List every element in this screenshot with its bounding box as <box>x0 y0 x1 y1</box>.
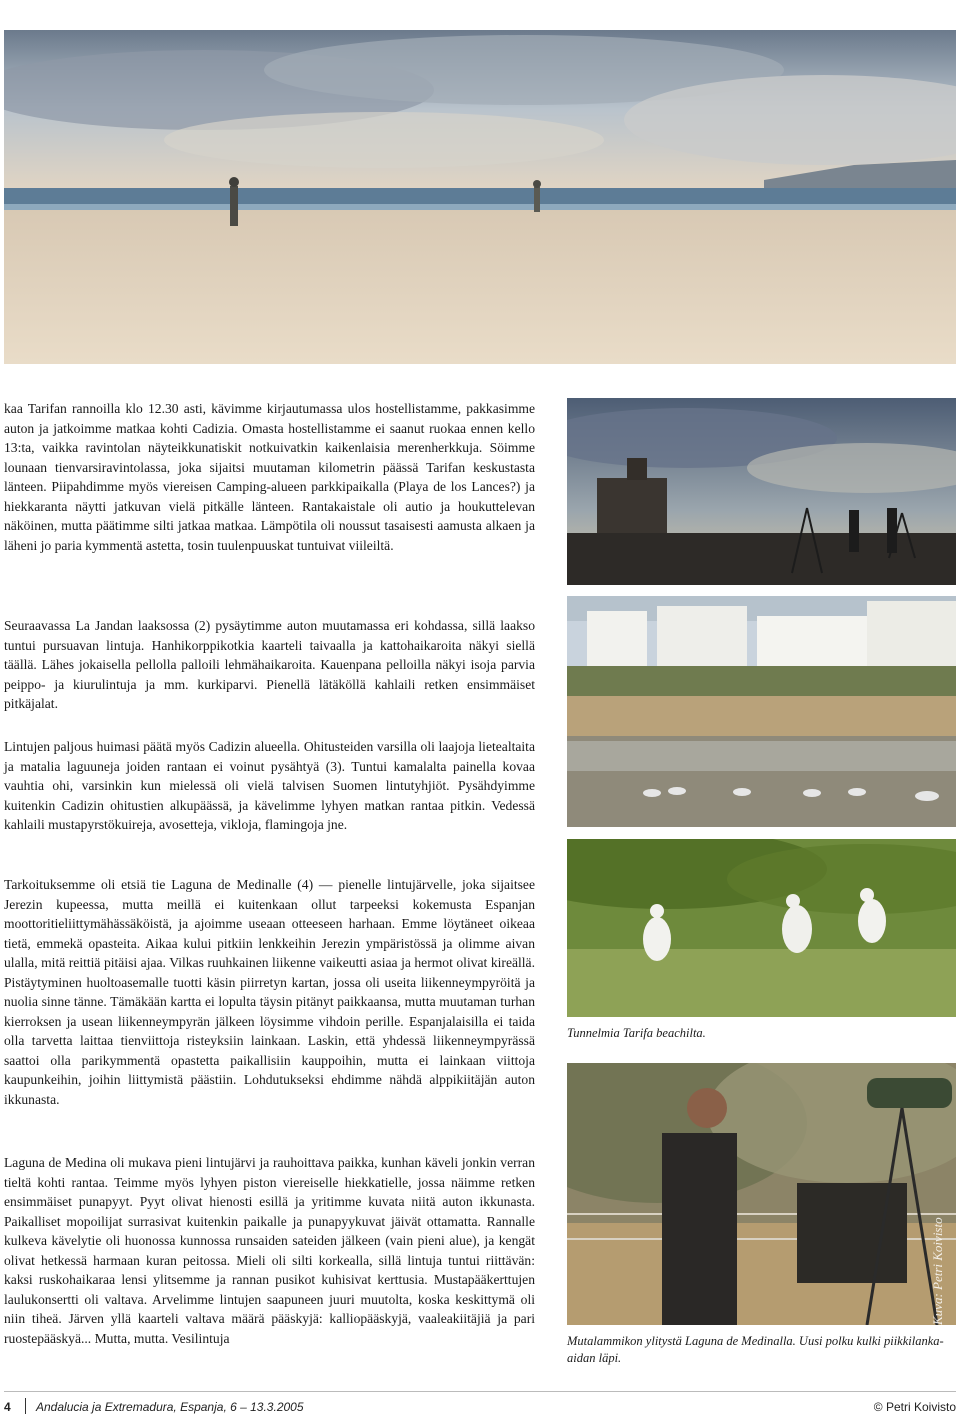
document-title: Andalucia ja Extremadura, Espanja, 6 – 13.3.2005 <box>36 1400 304 1414</box>
caption-medina: Mutalammikon ylitystä Laguna de Medinalla. Uusi polku kulki piikkilanka-aidan läpi. <box>567 1334 944 1365</box>
tripod-image <box>567 398 956 585</box>
page-number: 4 <box>4 1400 11 1414</box>
paragraph-2: Seuraavassa La Jandan laaksossa (2) pysäytimme auton muutamassa eri kohdassa, sillä laakso tuntui pursuavan lintuja. Hanhikorppikotkia kaarteli taivaalla ja kattohaikaroita näkyi siellä täällä. Lähes jokaisella pellolla palloili lehmähaikaroita. Kauenpana pelloilla näkyi isoja parvia peippo- ja kiurulintuja ja mm. kurkiparvi. Pienellä lätäköllä kahlaili retken ensimmäiset pitkäjalat. <box>4 618 535 711</box>
paragraph-3: Lintujen paljous huimasi päätä myös Cadizin alueella. Ohitusteiden varsilla oli laajoja lietealtaita ja matalia laguuneja joiden rantaan ei voinut pysähtyä (3). Tuntui kamalalta painella kovaa vauhtia ohi, varsinkin kun mielessä oli vielä talvisen Suomen lintutyhjiöt. Pysähdyimme kuitenkin Cadizin ohitustien alkupäässä, ja kävelimme lyhyen matkan rantaa pitkin. Vedessä kahlaili mustapyrstökuireja, avosetteja, vikloja, flamingoja jne. <box>4 739 535 832</box>
laguna-medina-image <box>567 1063 956 1325</box>
photo-credit <box>930 1301 960 1325</box>
tarifa-beach-image <box>4 30 956 364</box>
cattle-egrets-photo <box>567 839 956 1017</box>
footer-separator <box>25 1398 26 1414</box>
paragraph-5: Laguna de Medina oli mukava pieni lintujärvi ja rauhoittava paikka, kunhan käveli jonkin verran tieltä kohti rantaa. Teimme myös lyhyen piston viereiselle hiekkatielle, jossa näimme retken ensimmäiset punapyyt. Pyyt olivat hienosti esillä ja yritimme kuvata niitä auton ikkunasta. Paikalliset mopoilijat surrasivat kuitenkin paikalle ja punapyykuvat jäivät ottamatta. Rannalle kulkeva kävelytie oli huonossa kunnossa runsaiden sateiden jälkeen (vain pieni alue), ja kengät olivat hetkessä harmaan kuran peitossa. Mieli oli silti korkealla, sillä lintuja tuntui riittävän: kaksi ruskohaikaraa lensi ylitsemme ja rannan pusikot kuhisivat kerttusia. Mustapääkerttujen laulukonsertti oli valtava. Arvelimme lintujen saapuneen juuri muutolta, koska keskittymä oli niin tiheä. Järven yllä kaarteli valtava määrä pääskyjä: kalliopääskyjä, vaaleakiitäjiä ja pari ruostepääskyä... Mutta, mutta. Vesilintuja <box>4 1155 535 1346</box>
cadiz-gulls-photo <box>567 596 956 827</box>
cadiz-gulls-image <box>567 596 956 827</box>
tarifa-beach-photo <box>4 30 956 364</box>
tripod-photo <box>567 398 956 585</box>
caption-tarifa: Tunnelmia Tarifa beachilta. <box>567 1026 706 1040</box>
paragraph-1: kaa Tarifan rannoilla klo 12.30 asti, kävimme kirjautumassa ulos hostellistamme, pakkasimme auton ja jatkoimme matkaa kohti Cadizia. Omasta hostellistamme ei saanut ruokaa ennen kello 13:ta, vaikka ravintolan näyteikkunatiskit notkuivatkin kaikenlaisia merenherkkuja. Söimme lounaan tienvarsiravintolassa, joka sijaitsi muutaman kilometrin päässä Tarifan keskustasta länteen. Piipahdimme myös viereisen Camping-alueen parkkipaikalla (Playa de los Lances?) ja hiekkaranta näytti jatkuvan vielä pitkälle länteen. Rantakaistale oli autio ja houkuttelevan näköinen, mutta päätimme silti jatkaa matkaa. Lämpötila oli noussut tasaisesti aamusta alkaen ja läheni jo paria kymmentä astetta, tosin tuulenpuuskat tuntuivat viileiltä. <box>4 401 535 553</box>
cattle-egrets-image <box>567 839 956 1017</box>
copyright: © Petri Koivisto <box>873 1400 956 1414</box>
paragraph-4: Tarkoituksemme oli etsiä tie Laguna de Medinalle (4) — pienelle lintujärvelle, joka sijaitsee Jerezin kupeessa, mutta meillä ei kuitenkaan ollut tarpeeksi kokemusta Espanjan moottoritieliittymähässäköistä, ja ajoimme useaan otteeseen harhaan. Emme löytäneet oikeaa tietä, emmekä opasteita. Aikaa kului pitkiin lenkkeihin Jerezin ympäristössä ja olimme aivan ulalla, mitä reittiä pitäisi ajaa. Vilkas ruuhkainen liikenne vaikeutti asiaa ja hermot olivat kireällä. Pistäytyminen huoltoasemalle tuotti käsin piirretyn kartan, jossa oli useita liikenneympyröitä ja nuolia sinne tänne. Tämäkään kartta ei lopulta täysin pitänyt paikkaansa, mutta muutaman turhan kierroksen ja usean liikenneympyrän jälkeen löysimme vihdoin perille. Espanjalaisilla ei taida olla tarvetta laittaa tienviittoja risteyksiin lainkaan. Laskin, että yhdessä liikenneympyrässä saattoi olla parikymmentä opastetta paikallisiin kauppoihin, mutta ei lainkaan viittoja kaupunkeihin, joihin liittymistä päästiin. Lohdutukseksi ehdimme nähdä alppikiitäjän auton ikkunasta. <box>4 877 535 1107</box>
footer-rule <box>4 1391 956 1392</box>
laguna-medina-photo <box>567 1063 956 1325</box>
